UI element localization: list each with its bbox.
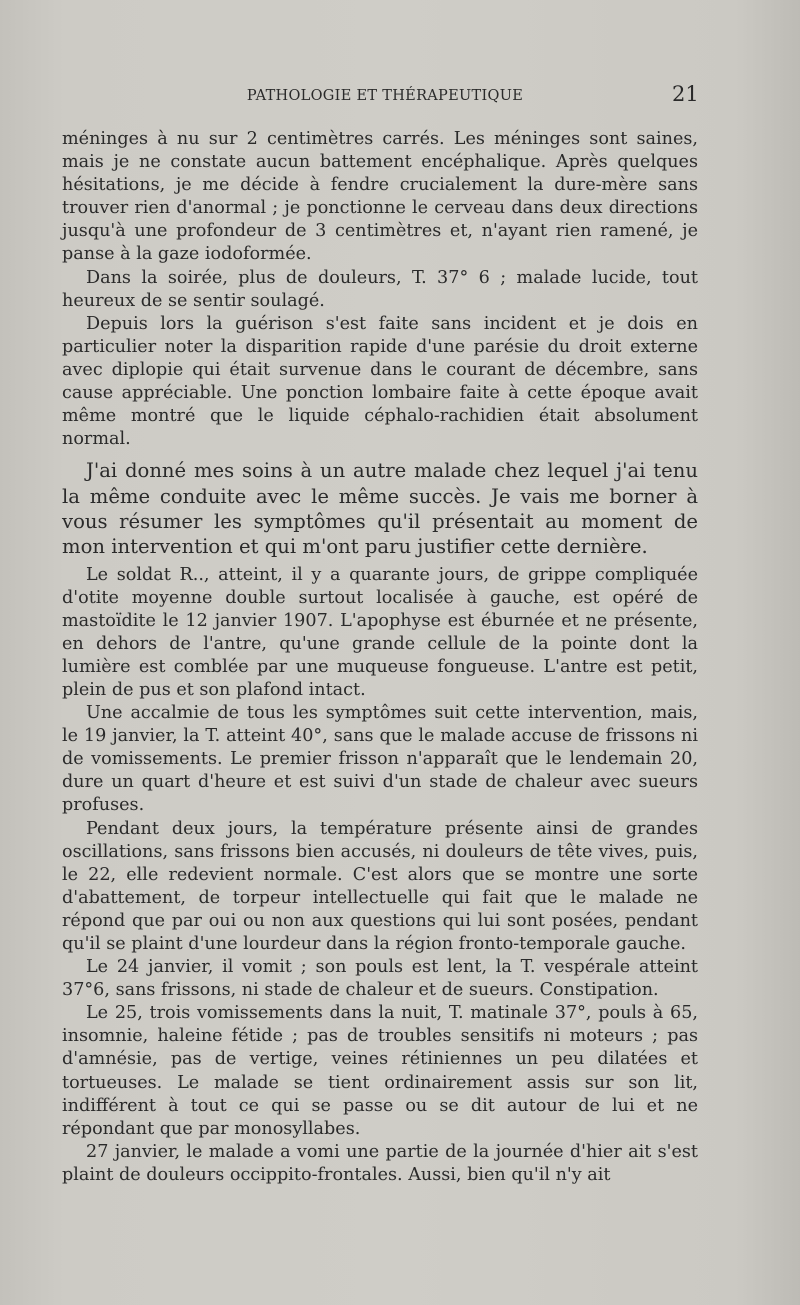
paragraph-2: Dans la soirée, plus de douleurs, T. 37° 6 ; malade lucide, tout heureux de se sentir soulagé. xyxy=(62,267,698,311)
paragraph-4: J'ai donné mes soins à un autre malade chez lequel j'ai tenu la même conduite avec le même succès. Je vais me borner à vous résumer les symptômes qu'il présentait au moment de mon intervention et qui m'ont paru justifier cette dernière. xyxy=(62,459,698,559)
paragraph-7: Pendant deux jours, la température présente ainsi de grandes oscillations, sans frissons bien accusés, ni douleurs de tête vives, puis, le 22, elle redevient normale. C'est alors que se montre une sorte d'abattement, de torpeur intellectuelle qui fait que le malade ne répond que par oui ou non aux questions qui lui sont posées, pendant qu'il se plaint d'une lourdeur dans la région fronto-temporale gauche. xyxy=(62,818,698,954)
page-number: 21 xyxy=(672,82,699,106)
running-title: PATHOLOGIE ET THÉRAPEUTIQUE xyxy=(246,88,524,104)
body-text xyxy=(62,128,698,1187)
paragraph-8: Le 24 janvier, il vomit ; son pouls est lent, la T. vespérale atteint 37°6, sans frissons, ni stade de chaleur et de sueurs. Constipation. xyxy=(62,957,698,1001)
paragraph-5: Le soldat R.., atteint, il y a quarante jours, de grippe compliquée d'otite moyenne double surtout localisée à gauche, est opéré de mastoïdite le 12 janvier 1907. L'apophyse est éburnée et ne présente, en dehors de l'antre, qu'une grande cellule de la pointe dont la lumière est comblée par une muqueuse fongueuse. L'antre est petit, plein de pus et son plafond intact. xyxy=(62,564,698,700)
paragraph-6: Une accalmie de tous les symptômes suit cette intervention, mais, le 19 janvier, la T. atteint 40°, sans que le malade accuse de frissons ni de vomissements. Le premier frisson n'apparaît que le lendemain 20, dure un quart d'heure et est suivi d'un stade de chaleur avec sueurs profuses. xyxy=(62,703,698,816)
paragraph-1: méninges à nu sur 2 centimètres carrés. Les méninges sont saines, mais je ne constate aucun battement encéphalique. Après quelques hésitations, je me décide à fendre crucialement la dure-mère sans trouver rien d'anormal ; je ponctionne le cerveau dans deux directions jusqu'à une profondeur de 3 centimètres et, n'ayant rien ramené, je panse à la gaze iodoformée. xyxy=(62,129,698,265)
paragraph-10: 27 janvier, le malade a vomi une partie de la journée d'hier ait s'est plaint de douleurs occippito-frontales. Aussi, bien qu'il n'y ait xyxy=(62,1141,698,1185)
paragraph-9: Le 25, trois vomissements dans la nuit, T. matinale 37°, pouls à 65, insomnie, haleine fétide ; pas de troubles sensitifs ni moteurs ; pas d'amnésie, pas de vertige, veines rétiniennes un peu dilatées et tortueuses. Le malade se tient ordinairement assis sur son lit, indifférent à tout ce qui se passe ou se dit autour de lui et ne répondant que par monosyllabes. xyxy=(62,1003,698,1139)
page-header xyxy=(0,82,800,110)
paragraph-3: Depuis lors la guérison s'est faite sans incident et je dois en particulier noter la disparition rapide d'une parésie du droit externe avec diplopie qui était survenue dans le courant de décembre, sans cause appréciable. Une ponction lombaire faite à cette époque avait même montré que le liquide céphalo-rachidien était absolument normal. xyxy=(62,313,698,450)
